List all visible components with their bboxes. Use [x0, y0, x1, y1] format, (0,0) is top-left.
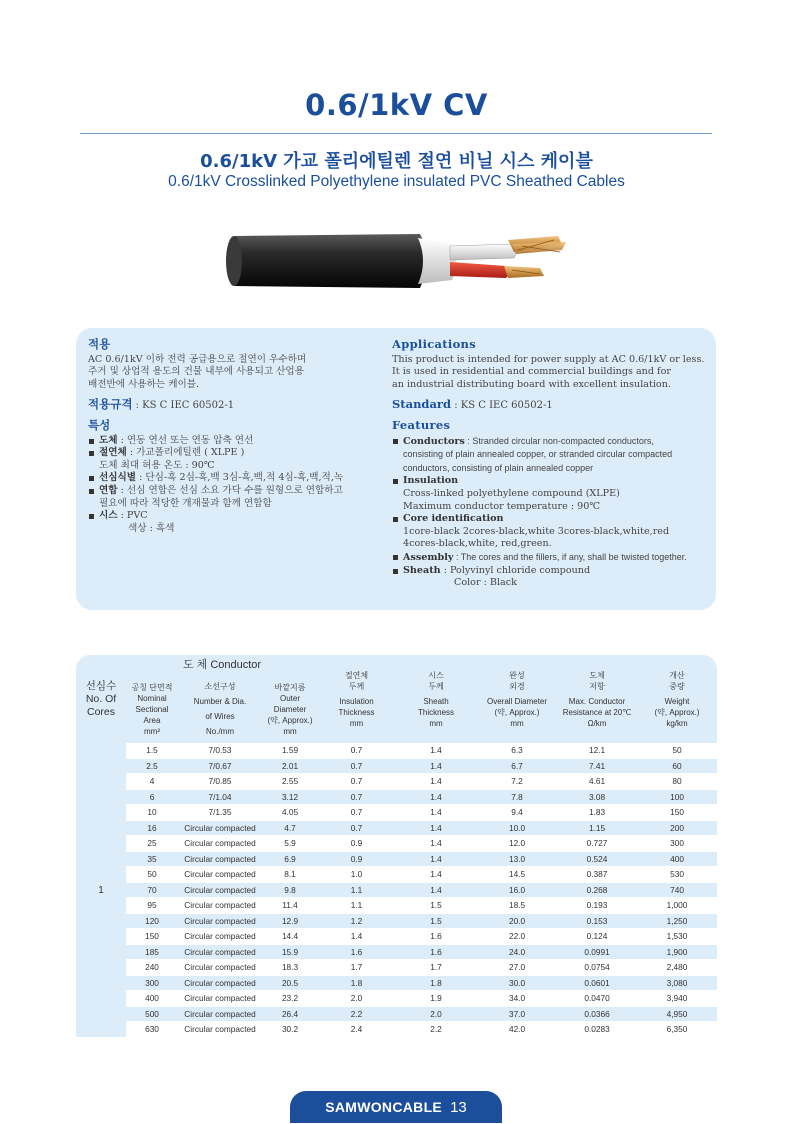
table-cell: 13.0: [477, 851, 557, 867]
table-cell: 0.387: [557, 867, 637, 883]
list-item: Insulation: [392, 475, 714, 488]
table-cell: Circular compacted: [178, 975, 262, 991]
table-cell: 80: [637, 774, 717, 790]
header-weight: 개산 중량 Weight (약, Approx.) kg/km: [637, 655, 717, 743]
list-item: 도체 최대 허용 온도 : 90℃: [99, 459, 215, 471]
text-line: AC 0.6/1kV 이하 전력 공급용으로 절연이 우수하며: [88, 353, 307, 365]
table-cell: 500: [126, 1006, 178, 1022]
table-cell: 9.8: [262, 882, 318, 898]
table-cell: Circular compacted: [178, 867, 262, 883]
table-cell: 4.61: [557, 774, 637, 790]
table-cell: 1.8: [318, 975, 395, 991]
features-heading-en: Features: [392, 417, 451, 432]
table-row: [76, 805, 717, 821]
table-cell: 1.2: [318, 913, 395, 929]
list-item: conductors, consisting of plain annealed copper: [403, 462, 594, 473]
list-item: Core identification: [392, 513, 714, 526]
table-cell: 25: [126, 836, 178, 852]
header-conductor-group: 도 체 Conductor: [126, 655, 318, 675]
english-column: [392, 338, 714, 590]
cable-photo: [222, 222, 572, 302]
table-cell: 1.4: [395, 836, 477, 852]
table-cell: 2,480: [637, 960, 717, 976]
table-cell: 0.153: [557, 913, 637, 929]
list-item: 도체 : 연동 연선 또는 연동 압축 연선: [88, 435, 388, 448]
table-cell: 20.5: [262, 975, 318, 991]
table-cell: 30.0: [477, 975, 557, 991]
list-item: 필요에 따라 적당한 개재물과 함께 연합함: [99, 497, 272, 509]
table-cell: 1.7: [318, 960, 395, 976]
table-cell: 200: [637, 820, 717, 836]
header-resistance: 도체 저항 Max. Conductor Resistance at 20℃ Ω/km: [557, 655, 637, 743]
table-cell: 1.4: [395, 774, 477, 790]
table-cell: 1.1: [318, 898, 395, 914]
table-cell: 14.5: [477, 867, 557, 883]
table-cell: 20.0: [477, 913, 557, 929]
table-cell: 15.9: [262, 944, 318, 960]
table-cell: 1.4: [395, 805, 477, 821]
table-cell: 1,530: [637, 929, 717, 945]
page-title: 0.6/1kV CV: [305, 88, 488, 122]
table-cell: 1.5: [395, 898, 477, 914]
table-cell: 120: [126, 913, 178, 929]
table-cell: 400: [126, 991, 178, 1007]
table-cell: 1.1: [318, 882, 395, 898]
table-cell: 0.124: [557, 929, 637, 945]
table-row: [76, 789, 717, 805]
table-cell: 1,000: [637, 898, 717, 914]
table-cell: 60: [637, 758, 717, 774]
table-cell: 7/0.53: [178, 743, 262, 758]
applications-heading-en: Applications: [392, 337, 476, 351]
table-cell: 1.4: [395, 789, 477, 805]
table-cell: 7.8: [477, 789, 557, 805]
table-cell: 42.0: [477, 1022, 557, 1038]
list-item: 4cores-black,white, red,green.: [403, 538, 552, 550]
table-row: [76, 991, 717, 1007]
table-cell: 34.0: [477, 991, 557, 1007]
features-list-en: [392, 435, 714, 590]
table-cell: 35: [126, 851, 178, 867]
table-cell: 22.0: [477, 929, 557, 945]
text-line: It is used in residential and commercial buildings and for: [392, 366, 671, 378]
table-cell: 1.4: [318, 929, 395, 945]
table-cell: 3,080: [637, 975, 717, 991]
table-row: [76, 743, 717, 758]
table-cell: Circular compacted: [178, 960, 262, 976]
table-cell: Circular compacted: [178, 1022, 262, 1038]
features-heading-ko: 특성: [88, 417, 111, 432]
cores-cell: 1: [76, 743, 126, 1037]
table-cell: 7/1.35: [178, 805, 262, 821]
table-cell: 27.0: [477, 960, 557, 976]
table-cell: 1.83: [557, 805, 637, 821]
list-item: 절연체 : 가교폴리에틸렌 ( XLPE ): [88, 447, 388, 460]
table-cell: 185: [126, 944, 178, 960]
header-overall-diameter: 완성 외경 Overall Diameter (약, Approx.) mm: [477, 655, 557, 743]
list-item: Cross-linked polyethylene compound (XLPE): [403, 487, 620, 499]
table-cell: 1.6: [395, 929, 477, 945]
table-cell: Circular compacted: [178, 836, 262, 852]
table-cell: 1,250: [637, 913, 717, 929]
table-cell: 1.59: [262, 743, 318, 758]
table-cell: 9.4: [477, 805, 557, 821]
header-outer-diameter: 바깥지름 Outer Diameter (약, Approx.) mm: [262, 675, 318, 743]
table-cell: 2.2: [395, 1022, 477, 1038]
table-cell: 1.0: [318, 867, 395, 883]
table-cell: 6.3: [477, 743, 557, 758]
table-cell: 1.15: [557, 820, 637, 836]
table-cell: 4.05: [262, 805, 318, 821]
table-cell: 70: [126, 882, 178, 898]
table-cell: 6,350: [637, 1022, 717, 1038]
list-item: 색상 : 흑색: [128, 522, 175, 534]
table-cell: 7/0.85: [178, 774, 262, 790]
table-row: [76, 774, 717, 790]
table-cell: 3,940: [637, 991, 717, 1007]
table-cell: 1.8: [395, 975, 477, 991]
table-row: [76, 1006, 717, 1022]
table-cell: 0.7: [318, 805, 395, 821]
table-cell: 16: [126, 820, 178, 836]
table-cell: 0.193: [557, 898, 637, 914]
features-list-ko: [88, 435, 388, 536]
table-cell: 100: [637, 789, 717, 805]
applications-text-ko: [88, 354, 388, 392]
list-item: Color : Black: [454, 577, 517, 589]
table-cell: Circular compacted: [178, 929, 262, 945]
table-cell: 24.0: [477, 944, 557, 960]
spec-table-container: [76, 655, 717, 1038]
title-divider: [80, 133, 712, 134]
table-cell: 1.6: [395, 944, 477, 960]
table-cell: 4: [126, 774, 178, 790]
list-item: 시스 : PVC: [88, 510, 388, 523]
table-cell: 37.0: [477, 1006, 557, 1022]
standard-label-ko: 적용규격: [88, 397, 133, 412]
table-row: [76, 929, 717, 945]
list-item: 선심식별 : 단심-흑 2심-흑,백 3심-흑,백,적 4심-흑,백,적,녹: [88, 472, 388, 485]
table-cell: 0.0991: [557, 944, 637, 960]
header-sheath: 시스 두께 Sheath Thickness mm: [395, 655, 477, 743]
description-panel: [76, 328, 716, 610]
table-row: [76, 1022, 717, 1038]
list-item: 연합 : 선심 연합은 선심 소요 가닥 수를 원형으로 연합하고: [88, 485, 388, 498]
table-cell: 2.55: [262, 774, 318, 790]
table-cell: 12.9: [262, 913, 318, 929]
header-insulation: 절연체 두께 Insulation Thickness mm: [318, 655, 395, 743]
spec-table: [76, 655, 717, 1038]
table-row: [76, 898, 717, 914]
table-cell: 0.0601: [557, 975, 637, 991]
standard-ko: [88, 398, 388, 413]
list-item: 1core-black 2cores-black,white 3cores-black,white,red: [403, 525, 670, 537]
table-cell: 300: [637, 836, 717, 852]
table-cell: 2.0: [395, 1006, 477, 1022]
table-cell: 1.5: [126, 743, 178, 758]
table-cell: 740: [637, 882, 717, 898]
table-cell: 7.2: [477, 774, 557, 790]
page-number: 13: [450, 1099, 467, 1116]
table-cell: 10.0: [477, 820, 557, 836]
text-line: 주거 및 상업적 용도의 건물 내부에 사용되고 산업용: [88, 366, 304, 378]
table-cell: 1.7: [395, 960, 477, 976]
table-cell: 3.08: [557, 789, 637, 805]
table-cell: 12.0: [477, 836, 557, 852]
table-cell: 6.9: [262, 851, 318, 867]
table-cell: Circular compacted: [178, 991, 262, 1007]
list-item: Conductors : Stranded circular non-compacted conductors,: [392, 435, 714, 449]
table-cell: 1,900: [637, 944, 717, 960]
table-row: [76, 820, 717, 836]
applications-heading-ko: 적용: [88, 337, 111, 351]
table-cell: 0.7: [318, 789, 395, 805]
table-cell: 300: [126, 975, 178, 991]
table-cell: 18.3: [262, 960, 318, 976]
table-cell: 0.727: [557, 836, 637, 852]
table-cell: 2.2: [318, 1006, 395, 1022]
table-cell: 4.7: [262, 820, 318, 836]
table-cell: 0.7: [318, 774, 395, 790]
standard-en: [392, 398, 714, 413]
table-cell: Circular compacted: [178, 898, 262, 914]
table-row: [76, 975, 717, 991]
subtitle-korean: 0.6/1kV 가교 폴리에틸렌 절연 비닐 시스 케이블: [200, 151, 593, 172]
list-item: consisting of plain annealed copper, or stranded circular compacted: [403, 449, 673, 460]
table-row: [76, 758, 717, 774]
table-cell: 0.268: [557, 882, 637, 898]
list-item: Assembly : The cores and the fillers, if any, shall be twisted together.: [392, 551, 714, 565]
table-cell: 1.4: [395, 867, 477, 883]
text-line: This product is intended for power supply at AC 0.6/1kV or less.: [392, 353, 705, 365]
table-row: [76, 913, 717, 929]
table-cell: 6.7: [477, 758, 557, 774]
table-cell: 4,950: [637, 1006, 717, 1022]
applications-text-en: [392, 354, 714, 392]
table-cell: 0.524: [557, 851, 637, 867]
table-cell: 1.4: [395, 820, 477, 836]
table-cell: Circular compacted: [178, 913, 262, 929]
table-row: [76, 851, 717, 867]
table-cell: 23.2: [262, 991, 318, 1007]
table-row: [76, 944, 717, 960]
table-cell: 1.5: [395, 913, 477, 929]
table-cell: 1.6: [318, 944, 395, 960]
table-cell: 0.7: [318, 820, 395, 836]
korean-column: [88, 338, 388, 535]
table-cell: Circular compacted: [178, 882, 262, 898]
table-cell: 7/1.04: [178, 789, 262, 805]
table-cell: 8.1: [262, 867, 318, 883]
table-cell: 10: [126, 805, 178, 821]
table-cell: 7/0.67: [178, 758, 262, 774]
table-cell: 0.0470: [557, 991, 637, 1007]
table-cell: 2.01: [262, 758, 318, 774]
table-cell: 26.4: [262, 1006, 318, 1022]
table-cell: 14.4: [262, 929, 318, 945]
table-row: [76, 836, 717, 852]
table-cell: Circular compacted: [178, 944, 262, 960]
table-cell: Circular compacted: [178, 1006, 262, 1022]
standard-value-ko: : KS C IEC 60502-1: [132, 400, 235, 412]
table-cell: 240: [126, 960, 178, 976]
table-cell: 50: [126, 867, 178, 883]
table-cell: 1.4: [395, 882, 477, 898]
table-cell: 30.2: [262, 1022, 318, 1038]
table-cell: 0.0754: [557, 960, 637, 976]
table-cell: 0.0283: [557, 1022, 637, 1038]
subtitle-english: 0.6/1kV Crosslinked Polyethylene insulated PVC Sheathed Cables: [168, 173, 625, 190]
table-cell: 95: [126, 898, 178, 914]
table-cell: Circular compacted: [178, 820, 262, 836]
table-cell: 0.0366: [557, 1006, 637, 1022]
table-cell: 11.4: [262, 898, 318, 914]
table-cell: 0.9: [318, 851, 395, 867]
table-cell: 12.1: [557, 743, 637, 758]
table-cell: Circular compacted: [178, 851, 262, 867]
list-item: Maximum conductor temperature : 90℃: [403, 500, 601, 512]
table-cell: 0.7: [318, 743, 395, 758]
table-cell: 1.9: [395, 991, 477, 1007]
table-cell: 50: [637, 743, 717, 758]
table-cell: 16.0: [477, 882, 557, 898]
table-cell: 0.7: [318, 758, 395, 774]
table-cell: 2.0: [318, 991, 395, 1007]
table-cell: 1.4: [395, 758, 477, 774]
list-item: Sheath : Polyvinyl chloride compound: [392, 565, 714, 578]
table-cell: 530: [637, 867, 717, 883]
table-cell: 2.5: [126, 758, 178, 774]
text-line: 배전반에 사용하는 케이블.: [88, 378, 200, 390]
text-line: an industrial distributing board with excellent insulation.: [392, 378, 671, 390]
table-cell: 3.12: [262, 789, 318, 805]
table-row: [76, 882, 717, 898]
table-cell: 5.9: [262, 836, 318, 852]
standard-label-en: Standard: [392, 397, 452, 412]
table-cell: 6: [126, 789, 178, 805]
header-cores: 선심수 No. Of Cores: [76, 655, 126, 743]
table-cell: 18.5: [477, 898, 557, 914]
header-nominal-area: 공칭 단면적 Nominal Sectional Area mm²: [126, 675, 178, 743]
table-cell: 0.9: [318, 836, 395, 852]
table-cell: 1.4: [395, 851, 477, 867]
page-footer: [290, 1091, 502, 1123]
table-cell: 630: [126, 1022, 178, 1038]
header-wires: 소선구성 Number & Dia. of Wires No./mm: [178, 675, 262, 743]
table-cell: 400: [637, 851, 717, 867]
table-cell: 1.4: [395, 743, 477, 758]
footer-brand: SAMWONCABLE: [325, 1099, 443, 1115]
standard-value-en: : KS C IEC 60502-1: [451, 400, 553, 412]
table-cell: 150: [637, 805, 717, 821]
table-cell: 7.41: [557, 758, 637, 774]
table-cell: 150: [126, 929, 178, 945]
table-row: [76, 960, 717, 976]
table-row: [76, 867, 717, 883]
table-cell: 2.4: [318, 1022, 395, 1038]
